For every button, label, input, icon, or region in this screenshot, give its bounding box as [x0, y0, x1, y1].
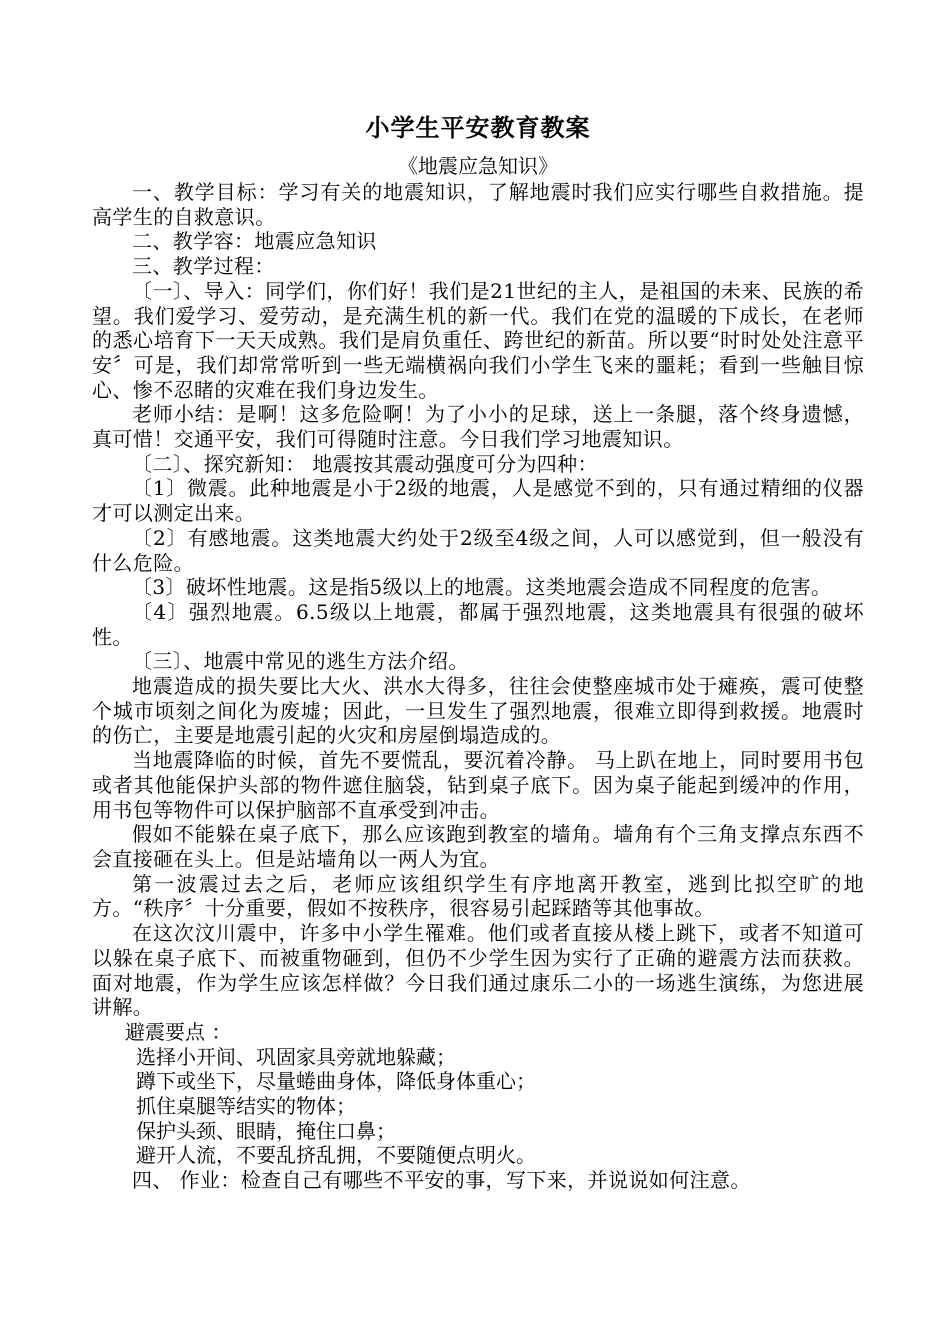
key-point-item: 避开人流，不要乱挤乱拥，不要随便点明火。	[136, 1143, 536, 1168]
key-points-heading: 避震要点 ：	[125, 1019, 232, 1044]
paragraph-stay-calm: 当地震降临的时候，首先不要慌乱，要沉着冷静。 马上趴在地上，同时要用书包或者其他能保护头部的物件遮住脑袋，钻到桌子底下。因为桌子能起到缓冲的作用，用书包等物件可以保护脑部不直承受到冲击。	[92, 748, 864, 822]
key-point-item: 保护头颈、眼睛，掩住口鼻；	[136, 1118, 396, 1143]
document-title: 小学生平安教育教案	[365, 113, 591, 142]
paragraph-after-first-wave: 第一波震过去之后，老师应该组织学生有序地离开教室，逃到比拟空旷的地方。“秩序〞十分重要，假如不按秩序，很容易引起踩踏等其他事故。	[92, 871, 864, 921]
paragraph-teacher-summary: 老师小结：是啊！这多危险啊！为了小小的足球，送上一条腿，落个终身遗憾，真可惜！交通平安，我们可得随时注意。今日我们学习地震知识。	[92, 402, 864, 452]
paragraph-introduction: 〔一〕、导入：同学们，你们好！我们是21世纪的主人，是祖国的未来、民族的希望。我们爱学习、爱劳动，是充满生机的新一代。我们在党的温暖的下成长，在老师的悉心培育下一天天成熟。我们是肩负重任、跨世纪的新苗。所以要“时时处处注意平安〞可是，我们却常常听到一些无端横祸向我们小学生飞来的噩耗；看到一些触目惊心、惨不忍睹的灾难在我们身边发生。	[92, 278, 864, 402]
paragraph-micro-quake: 〔1〕微震。此种地震是小于2级的地震，人是感觉不到的，只有通过精细的仪器才可以测定出来。	[92, 476, 864, 526]
paragraph-felt-quake: 〔2〕有感地震。这类地震大约处于2级至4级之间，人可以感觉到，但一般没有什么危险。	[92, 525, 864, 575]
paragraph-explore: 〔二〕、探究新知： 地震按其震动强度可分为四种：	[132, 451, 598, 476]
paragraph-homework: 四、 作业：检查自己有哪些不平安的事，写下来，并说说如何注意。	[132, 1168, 751, 1193]
paragraph-objectives: 一、教学目标：学习有关的地震知识，了解地震时我们应实行哪些自救措施。提高学生的自救意识。	[92, 180, 864, 229]
paragraph-damage: 地震造成的损失要比大火、洪水大得多，往往会使整座城市处于瘫痪，震可使整个城市顷刻之间化为废墟；因此，一旦发生了强烈地震，很难立即得到救援。地震时的伤亡，主要是地震引起的火灾和房屋倒塌造成的。	[92, 674, 864, 748]
paragraph-escape-methods: 〔三〕、地震中常见的逃生方法介绍。	[132, 649, 469, 674]
paragraph-destructive-quake: 〔3〕破坏性地震。这是指5级以上的地震。这类地震会造成不同程度的危害。	[132, 575, 832, 600]
paragraph-process: 三、教学过程：	[132, 254, 275, 279]
paragraph-wenchuan: 在这次汶川震中，许多中小学生罹难。他们或者直接从楼上跳下，或者不知道可以躲在桌子底下、而被重物砸到，但仍不少学生因为实行了正确的避震方法而获救。面对地震，作为学生应该怎样做？今日我们通过康乐二小的一场逃生演练，为您进展讲解。	[92, 921, 864, 1020]
paragraph-content: 二、教学容：地震应急知识	[132, 229, 377, 254]
paragraph-strong-quake: 〔4〕强烈地震。6.5级以上地震，都属于强烈地震，这类地震具有很强的破坏性。	[92, 599, 864, 649]
key-point-item: 抓住桌腿等结实的物体；	[136, 1094, 356, 1119]
key-point-item: 选择小开间、巩固家具旁就地躲藏；	[136, 1044, 456, 1069]
key-point-item: 蹲下或坐下，尽量蜷曲身体，降低身体重心；	[136, 1069, 536, 1094]
document-subtitle: 《地震应急知识》	[398, 154, 558, 178]
paragraph-corner: 假如不能躲在桌子底下，那么应该跑到教室的墙角。墙角有个三角支撑点东西不会直接砸在头上。但是站墙角以一两人为宜。	[92, 822, 864, 871]
